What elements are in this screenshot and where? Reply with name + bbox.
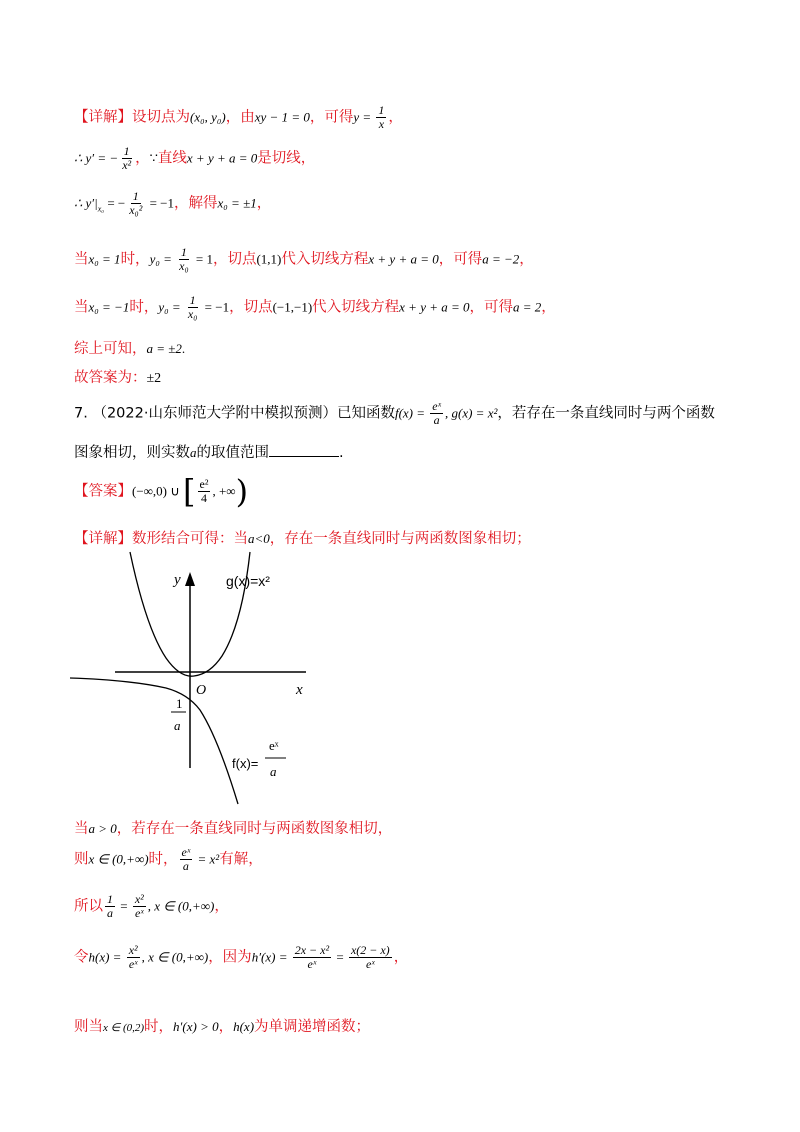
text: ，切点 — [229, 299, 273, 316]
solution-line-9 — [74, 846, 263, 873]
text: ，可得 — [309, 109, 354, 126]
question-number: 7. — [74, 405, 88, 422]
text: 综上可知， — [74, 341, 147, 357]
math: = −1 — [146, 195, 175, 211]
text: 时， — [120, 251, 150, 268]
text: 有解， — [219, 851, 263, 868]
math: a = 2 — [513, 299, 542, 315]
f-label-denominator: a — [270, 764, 277, 779]
denominator: x₀ — [187, 307, 198, 321]
origin-label: O — [196, 683, 207, 698]
numerator: x² — [134, 892, 144, 906]
text: 当 — [74, 821, 89, 837]
fraction — [127, 190, 144, 217]
math: y = — [353, 109, 375, 125]
math: ±2 — [146, 371, 162, 386]
text: ，切点 — [212, 251, 257, 268]
math: f(x) = — [394, 405, 429, 421]
math: (−∞,0) ∪ — [132, 483, 184, 499]
fraction — [105, 893, 115, 920]
text: 为单调递增函数； — [254, 1019, 371, 1035]
math: (x₀, y₀) — [190, 109, 226, 125]
numerator: x(2 − x) — [350, 943, 390, 957]
math: ∴ y′| — [74, 195, 98, 211]
fraction — [133, 893, 146, 920]
text: ，因为 — [208, 949, 252, 966]
question-text: 的取值范围 — [196, 445, 269, 461]
text: ， — [214, 898, 229, 915]
question-7-line-2 — [74, 441, 344, 462]
math: a<0 — [248, 531, 270, 546]
math: y₀ = — [149, 251, 176, 267]
text: 当 — [74, 251, 89, 268]
math: a — [190, 445, 197, 460]
numerator: 1 — [189, 293, 196, 307]
answer-line — [74, 366, 161, 387]
denominator: a — [107, 906, 113, 920]
y-axis — [185, 572, 195, 768]
detail-tag: 【详解】 — [74, 109, 132, 126]
math-bracket-left: [ — [183, 472, 196, 511]
text: 令 — [74, 949, 89, 966]
detail-line — [74, 527, 531, 548]
y-axis-arrow-icon — [185, 572, 195, 586]
fraction — [120, 145, 133, 172]
numerator: 1 — [123, 144, 130, 158]
math: , +∞ — [212, 483, 236, 499]
denominator: x — [378, 117, 385, 131]
solution-line-10 — [74, 893, 229, 920]
denominator: x₀² — [129, 203, 143, 217]
text: 所以 — [74, 898, 103, 915]
math: = x² — [194, 851, 220, 867]
solution-line-3 — [74, 190, 271, 217]
text: 则当 — [74, 1019, 103, 1035]
text: ，由 — [225, 109, 255, 126]
question-text: ，若存在一条直线同时与两个函数 — [497, 405, 715, 422]
denominator: eˣ — [134, 906, 144, 920]
fraction — [177, 246, 191, 273]
math: ∵ — [149, 150, 158, 166]
math: x + y + a = 0 — [399, 299, 470, 315]
text: 设切点为 — [132, 109, 190, 126]
math: , x ∈ (0,+∞) — [147, 898, 215, 914]
math: x + y + a = 0 — [186, 150, 258, 166]
solution-line-6 — [74, 337, 185, 358]
f-label: f(x)= — [232, 756, 259, 771]
fraction — [430, 400, 443, 427]
math: a = −2 — [482, 251, 520, 267]
math: xy − 1 = 0 — [254, 109, 310, 125]
text: ，可得 — [469, 299, 514, 316]
denominator: a — [433, 413, 440, 427]
fraction — [180, 846, 193, 873]
numerator: 1 — [180, 245, 187, 259]
math: = — [117, 898, 131, 914]
solution-line-2 — [74, 145, 315, 172]
numerator: 2x − x² — [294, 943, 330, 957]
fraction — [198, 478, 211, 505]
detail-tag: 【详解】 — [74, 531, 132, 547]
denominator: x² — [122, 158, 132, 172]
math: x ∈ (0,+∞) — [88, 851, 149, 867]
denominator: 4 — [200, 491, 207, 505]
math: = −1 — [201, 299, 230, 315]
denominator: eˣ — [365, 957, 375, 971]
text: ，若存在一条直线同时与两函数图象相切， — [116, 821, 393, 837]
answer-key-line — [74, 472, 249, 511]
math: h′(x) > 0 — [173, 1019, 219, 1034]
math: ∴ y′ = − — [74, 150, 119, 166]
x-axis-label: x — [296, 682, 303, 698]
text: 则 — [74, 851, 89, 868]
text: 数形结合可得：当 — [132, 531, 248, 547]
solution-line-12 — [74, 1015, 370, 1036]
math: x₀ = −1 — [88, 299, 130, 315]
math: x ∈ (0,2) — [103, 1022, 145, 1034]
text: ， — [256, 195, 272, 212]
fraction — [127, 944, 140, 971]
question-text: . — [339, 445, 344, 461]
text: . — [181, 341, 186, 356]
math: = − — [104, 195, 126, 211]
text: 时， — [148, 851, 178, 868]
text: ， — [388, 109, 403, 126]
answer-tag: 【答案】 — [74, 483, 132, 500]
text: ， — [135, 150, 150, 167]
math: = — [333, 949, 347, 965]
math: , g(x) = x² — [445, 405, 498, 421]
math: a > 0 — [88, 821, 117, 836]
numerator: 1 — [107, 892, 113, 906]
math: y₀ = — [158, 299, 184, 315]
text: ， — [541, 299, 556, 316]
text: ， — [218, 1019, 234, 1035]
y-axis-label: y — [174, 572, 181, 588]
math: h′(x) = — [251, 949, 291, 965]
text: 故答案为： — [74, 370, 147, 386]
numerator: 1 — [378, 103, 385, 117]
numerator: eˣ — [181, 845, 191, 859]
function-graph — [70, 548, 330, 808]
math: a = ±2 — [146, 341, 182, 356]
solution-line-11 — [74, 944, 408, 971]
text: ，存在一条直线同时与两函数图象相切； — [269, 531, 531, 547]
question-text: （2022·山东师范大学附中模拟预测）已知函数 — [92, 405, 395, 422]
numerator: 1 — [132, 189, 139, 203]
math: (−1,−1) — [272, 299, 313, 315]
math: (1,1) — [256, 251, 282, 267]
tick-denominator: a — [174, 718, 181, 733]
text: ， — [519, 251, 534, 268]
text: 代入切线方程 — [312, 299, 400, 316]
numerator: e² — [199, 477, 209, 491]
solution-line-5 — [74, 294, 556, 321]
text: ，解得 — [174, 195, 218, 212]
fraction — [349, 944, 392, 971]
text: 直线 — [157, 150, 187, 167]
math: = 1 — [192, 251, 213, 267]
f-label-numerator: eˣ — [269, 738, 279, 753]
answer-blank — [269, 444, 339, 457]
text: 时， — [129, 299, 159, 316]
denominator: eˣ — [128, 957, 138, 971]
text: ， — [393, 949, 409, 966]
numerator: eˣ — [432, 399, 441, 413]
math: h(x) — [233, 1019, 255, 1034]
math-bracket-right: ) — [235, 472, 249, 511]
text: ，可得 — [438, 251, 483, 268]
numerator: x² — [128, 943, 138, 957]
question-7-line-1 — [74, 400, 715, 427]
math: x₀ = ±1 — [217, 195, 257, 211]
question-text: 图象相切，则实数 — [74, 445, 190, 461]
text: 是切线， — [257, 150, 316, 167]
math-subscript: x₀ — [97, 204, 105, 214]
tick-numerator: 1 — [176, 696, 183, 711]
denominator: a — [182, 859, 189, 873]
fraction — [293, 944, 331, 971]
text: 当 — [74, 299, 89, 316]
g-label: g(x)=x² — [226, 573, 270, 589]
math: x₀ = 1 — [88, 251, 121, 267]
f-curve — [70, 678, 238, 804]
text: 时， — [144, 1019, 174, 1035]
fraction — [376, 104, 386, 131]
denominator: eˣ — [307, 957, 317, 971]
denominator: x₀ — [179, 259, 189, 273]
math: h(x) = — [88, 949, 125, 965]
text: 代入切线方程 — [281, 251, 369, 268]
math: , x ∈ (0,+∞) — [141, 949, 209, 965]
fraction — [186, 294, 200, 321]
solution-line-1 — [74, 104, 403, 131]
solution-line-8 — [74, 817, 392, 838]
solution-line-4 — [74, 246, 534, 273]
math: x + y + a = 0 — [368, 251, 439, 267]
